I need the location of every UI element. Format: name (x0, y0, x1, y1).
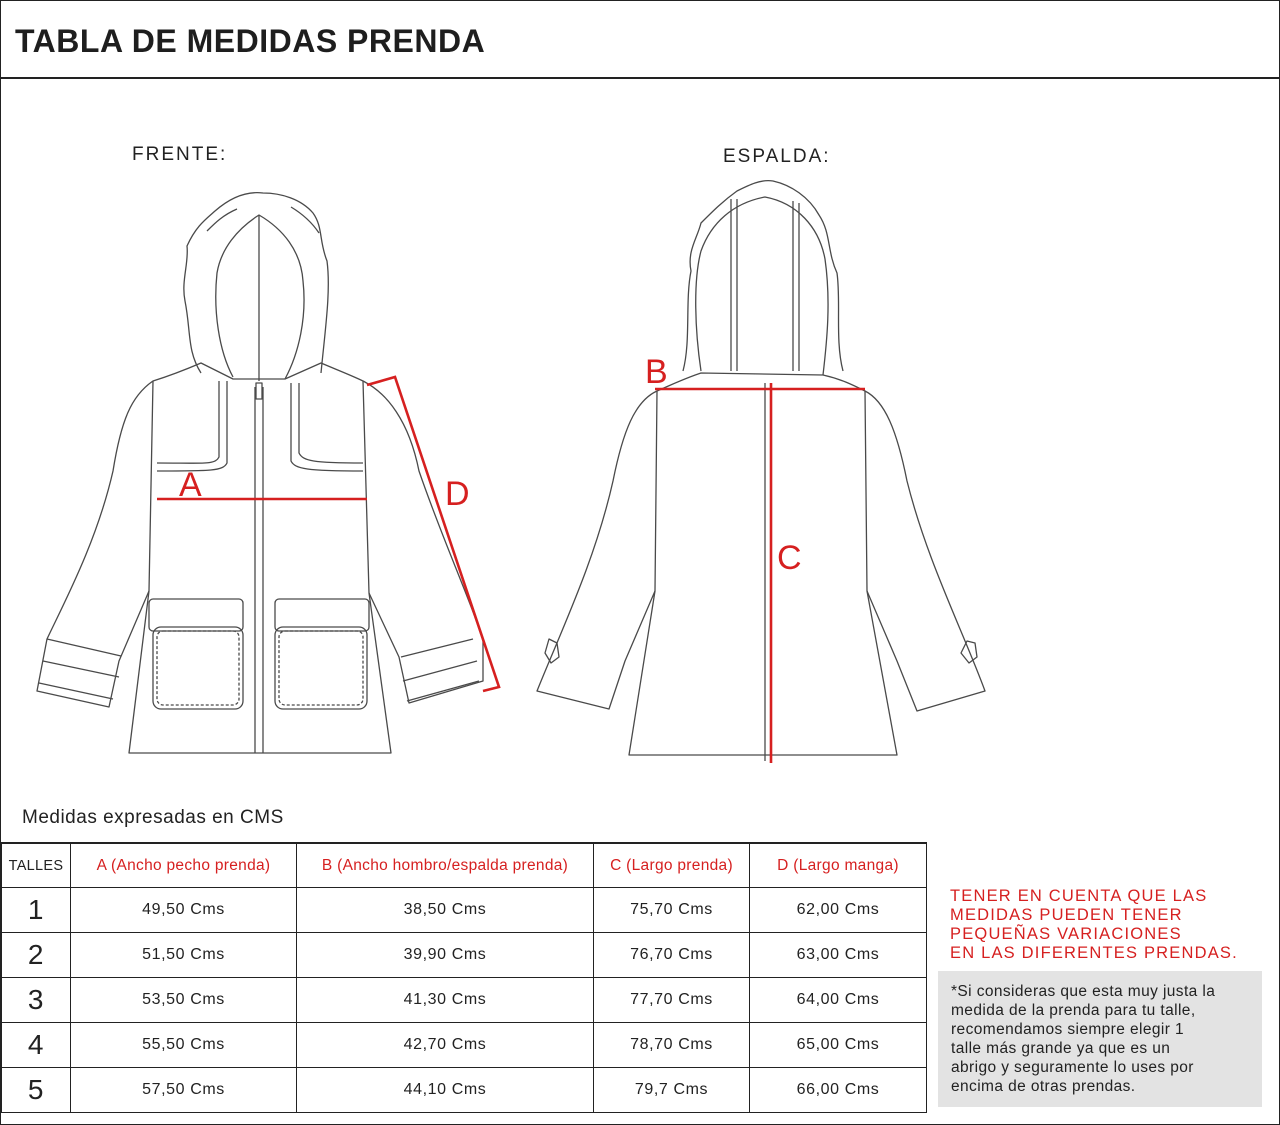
table-row (2, 1023, 927, 1068)
size-cell: 2 (2, 933, 71, 978)
back-view-label: ESPALDA: (723, 146, 831, 167)
size-cell: 3 (2, 978, 71, 1023)
front-right-sleeve (363, 381, 483, 703)
value-cell: 76,70 Cms (594, 933, 750, 978)
value-cell: 65,00 Cms (750, 1023, 927, 1068)
value-cell: 55,50 Cms (71, 1023, 297, 1068)
value-cell: 79,7 Cms (594, 1068, 750, 1113)
recommendation-box (938, 971, 1262, 1107)
size-cell: 1 (2, 888, 71, 933)
front-body-outline (129, 363, 391, 753)
header-talles: TALLES (2, 843, 71, 888)
value-cell: 38,50 Cms (297, 888, 594, 933)
size-table (1, 842, 927, 1113)
marker-d: D (445, 475, 470, 513)
value-cell: 41,30 Cms (297, 978, 594, 1023)
value-cell: 64,00 Cms (750, 978, 927, 1023)
value-cell: 66,00 Cms (750, 1068, 927, 1113)
variation-warning: TENER EN CUENTA QUE LAS MEDIDAS PUEDEN TENER PEQUEÑAS VARIACIONES EN LAS DIFERENTES PRENDAS. (950, 887, 1238, 962)
back-hood-outline (683, 181, 843, 371)
front-hood-opening (216, 215, 304, 379)
recommendation-text: *Si consideras que esta muy justa la medida de la prenda para tu talle, recomendamos siempre elegir 1 talle más grande ya que es un abrigo y seguramente lo uses por encima de otras prendas. (951, 983, 1216, 1095)
measure-line-d (367, 377, 499, 691)
table-header-row (2, 843, 927, 888)
value-cell: 77,70 Cms (594, 978, 750, 1023)
value-cell: 49,50 Cms (71, 888, 297, 933)
back-jacket-drawing (537, 181, 985, 761)
table-row (2, 1068, 927, 1113)
title-bar (1, 1, 1279, 79)
marker-c: C (777, 539, 802, 577)
value-cell: 44,10 Cms (297, 1068, 594, 1113)
marker-a: A (179, 466, 202, 504)
header-a: A (Ancho pecho prenda) (71, 843, 297, 888)
value-cell: 75,70 Cms (594, 888, 750, 933)
value-cell: 62,00 Cms (750, 888, 927, 933)
header-c: C (Largo prenda) (594, 843, 750, 888)
front-view-label: FRENTE: (132, 144, 228, 165)
front-jacket-drawing (37, 193, 483, 753)
table-row (2, 978, 927, 1023)
value-cell: 42,70 Cms (297, 1023, 594, 1068)
header-d: D (Largo manga) (750, 843, 927, 888)
back-body-outline (629, 373, 897, 755)
value-cell: 78,70 Cms (594, 1023, 750, 1068)
value-cell: 51,50 Cms (71, 933, 297, 978)
units-note: Medidas expresadas en CMS (22, 807, 284, 828)
header-b: B (Ancho hombro/espalda prenda) (297, 843, 594, 888)
page-title: TABLA DE MEDIDAS PRENDA (15, 23, 486, 59)
marker-b: B (645, 353, 668, 391)
garment-illustration (1, 79, 1279, 779)
size-cell: 4 (2, 1023, 71, 1068)
front-hood-outline (184, 193, 328, 373)
value-cell: 57,50 Cms (71, 1068, 297, 1113)
table-row (2, 888, 927, 933)
front-left-sleeve (37, 381, 153, 707)
size-cell: 5 (2, 1068, 71, 1113)
value-cell: 39,90 Cms (297, 933, 594, 978)
value-cell: 53,50 Cms (71, 978, 297, 1023)
table-row (2, 933, 927, 978)
value-cell: 63,00 Cms (750, 933, 927, 978)
